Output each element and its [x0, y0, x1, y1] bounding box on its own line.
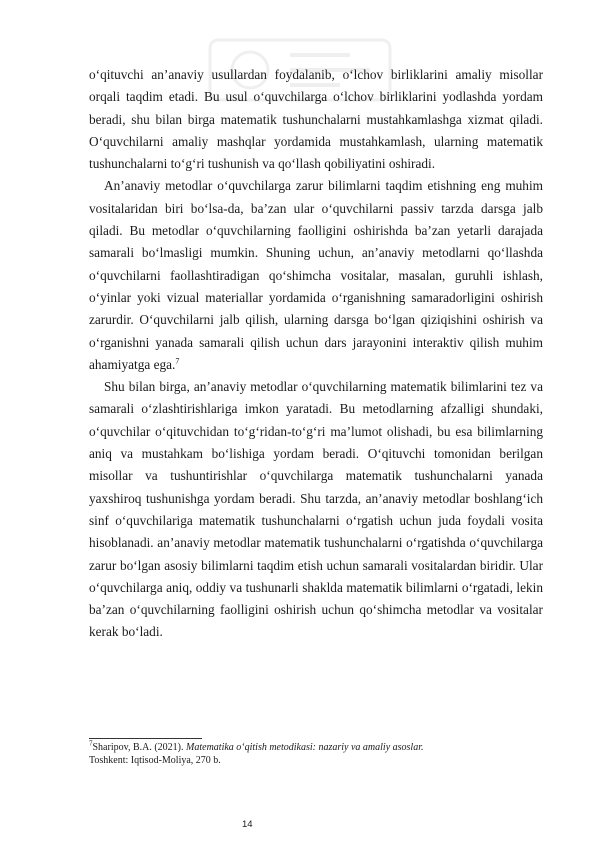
footnote-number: 7	[89, 739, 93, 748]
footnote-author: Sharipov, B.A. (2021).	[92, 742, 187, 753]
footnote-divider	[89, 738, 202, 739]
footnote-marker[interactable]: 7	[175, 356, 180, 366]
body-text	[89, 64, 543, 644]
footnote	[89, 741, 543, 767]
paragraph-3: Shu bilan birga, an’anaviy metodlar o‘quvchilarning matematik bilimlarini tez va samarali o‘zlashtirishlariga imkon yaratadi. Bu metodlarning afzalligi shundaki, o‘quvchilar o‘qituvchidan to‘g‘ridan-to‘g‘ri ma’lumot olishadi, bu esa bilimlarning aniq va mustahkam bo‘lishiga yordam beradi. O‘qituvchi tomonidan berilgan misollar va tushuntirishlar o‘quvchilarga matematik tushunchalarni yanada yaxshiroq tushunishga yordam beradi. Shu tarzda, an’anaviy metodlar boshlang‘ich sinf o‘quvchilariga matematik tushunchalarni o‘rgatish uchun juda foydali vosita hisoblanadi. an’anaviy metodlar matematik tushunchalarni o‘rgatishda o‘quvchilarga zarur bo‘lgan asosiy bilimlarni taqdim etish uchun samarali vositalardan biridir. Ular o‘quvchilarga aniq, oddiy va tushunarli shaklda matematik bilimlarni o‘rgatadi, lekin ba’zan o‘quvchilarning faolligini oshirish uchun qo‘shimcha metodlar va vositalar kerak bo‘ladi.	[89, 379, 543, 640]
footnote-title: Matematika o‘qitish metodikasi: nazariy va amaliy asoslar.	[186, 742, 424, 753]
page-number: 14	[242, 819, 253, 830]
footnote-publisher: Toshkent: Iqtisod-Moliya, 270 b.	[89, 755, 221, 766]
paragraph-2-text: An’anaviy metodlar o‘quvchilarga zarur bilimlarni taqdim etishning eng muhim vositalaridan biri bo‘lsa-da, ba’zan ular o‘quvchilarni passiv tarzda darsga jalb qiladi. Bu metodlar o‘quvchilarning faolligini oshirishda ba’zan yetarli darajada samarali bo‘lmasligi mumkin. Shuning uchun, an’anaviy metodlarni qo‘llashda o‘quvchilarni faollashtiradigan qo‘shimcha vositalar, masalan, guruhli ishlash, o‘yinlar yoki vizual materiallar yordamida o‘rganishning samaradorligini oshirish zarurdir. O‘quvchilarni jalb qilish, ularning darsga bo‘lgan qiziqishini oshirish va o‘rganishni yanada samarali qilish uchun dars jarayonini interaktiv qilish muhim ahamiyatga ega.	[89, 178, 543, 372]
paragraph-2	[89, 175, 543, 376]
paragraph-1: o‘qituvchi an’anaviy usullardan foydalanib, o‘lchov birliklarini amaliy misollar orqali taqdim etadi. Bu usul o‘quvchilarga o‘lchov birliklarini yodlashda yordam beradi, shu bilan birga matematik tushunchalarni mustahkamlashga xizmat qiladi. O‘quvchilarni amaliy mashqlar yordamida mustahkamlash, ularning matematik tushunchalarni to‘g‘ri tushunish va qo‘llash qobiliyatini oshiradi.	[89, 67, 543, 172]
